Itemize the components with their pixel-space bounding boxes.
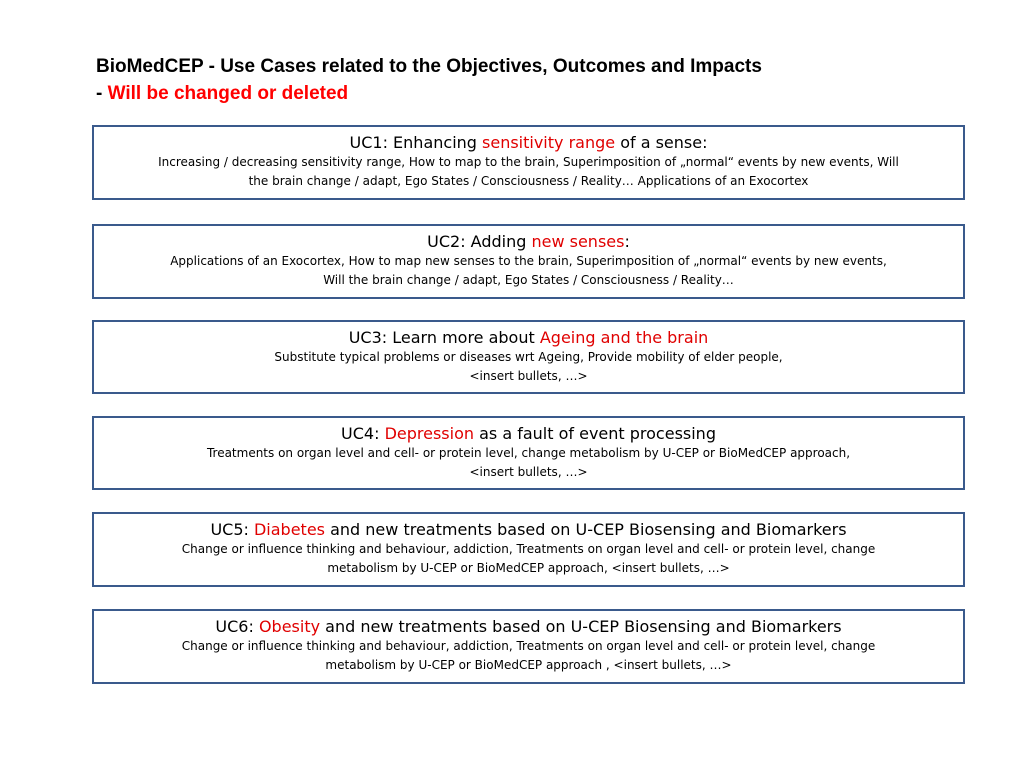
use-case-heading (94, 231, 963, 252)
use-case-box-uc2 (92, 224, 965, 299)
use-case-heading-start: UC1: Enhancing (349, 133, 483, 152)
use-case-heading (94, 616, 963, 637)
use-case-heading-end: and new treatments based on U-CEP Biosensing and Biomarkers (325, 520, 847, 539)
use-case-description-line: <insert bullets, …> (469, 369, 588, 383)
use-case-heading-start: UC3: Learn more about (348, 328, 540, 347)
use-case-heading-start: UC5: (210, 520, 254, 539)
use-case-box-uc4 (92, 416, 965, 490)
use-case-heading-end: as a fault of event processing (474, 424, 716, 443)
use-case-box-uc3 (92, 320, 965, 394)
use-case-description-line: metabolism by U-CEP or BioMedCEP approach , <insert bullets, …> (325, 658, 732, 672)
use-case-box-uc1 (92, 125, 965, 200)
use-case-heading-start: UC2: Adding (427, 232, 532, 251)
title-line-1: BioMedCEP - Use Cases related to the Objectives, Outcomes and Impacts (96, 56, 762, 77)
page-title (96, 53, 762, 107)
use-case-heading-highlight: sensitivity range (482, 133, 616, 152)
use-case-box-uc6 (92, 609, 965, 684)
use-case-description-line: <insert bullets, …> (469, 465, 588, 479)
use-case-description (94, 444, 963, 482)
title-line-2-highlight: Will be changed or deleted (107, 83, 349, 104)
use-case-heading (94, 132, 963, 153)
use-case-description (94, 540, 963, 578)
use-case-heading-highlight: Obesity (258, 617, 321, 636)
use-case-box-uc5 (92, 512, 965, 587)
use-case-description-line: metabolism by U-CEP or BioMedCEP approach, <insert bullets, …> (327, 561, 730, 575)
use-case-description-line: Treatments on organ level and cell- or protein level, change metabolism by U-CEP or BioMedCEP approach, (206, 446, 851, 460)
use-case-description-line: Increasing / decreasing sensitivity range, How to map to the brain, Superimposition of „normal“ events by new events, Will (158, 155, 899, 169)
use-case-heading (94, 423, 963, 444)
use-case-heading-end: of a sense: (615, 133, 708, 152)
use-case-description-line: Change or influence thinking and behaviour, addiction, Treatments on organ level and cell- or protein level, change (181, 639, 876, 653)
use-case-heading-start: UC6: (215, 617, 259, 636)
use-case-description (94, 637, 963, 675)
use-case-heading-highlight: new senses (531, 232, 625, 251)
use-case-heading (94, 327, 963, 348)
title-line-2-prefix: - (96, 83, 108, 104)
use-case-description (94, 153, 963, 191)
use-case-description (94, 252, 963, 290)
use-case-heading-end: : (624, 232, 630, 251)
use-case-description-line: Change or influence thinking and behaviour, addiction, Treatments on organ level and cell- or protein level, change (181, 542, 876, 556)
title-line-2 (96, 80, 762, 107)
use-case-description (94, 348, 963, 386)
use-case-heading-highlight: Depression (384, 424, 474, 443)
use-case-heading-highlight: Ageing and the brain (539, 328, 709, 347)
use-case-heading (94, 519, 963, 540)
use-case-description-line: Will the brain change / adapt, Ego States / Consciousness / Reality… (323, 273, 734, 287)
use-case-description-line: Substitute typical problems or diseases wrt Ageing, Provide mobility of elder people, (274, 350, 783, 364)
use-case-heading-end: and new treatments based on U-CEP Biosensing and Biomarkers (320, 617, 842, 636)
use-case-description-line: the brain change / adapt, Ego States / Consciousness / Reality… Applications of an Exocortex (248, 174, 809, 188)
use-case-description-line: Applications of an Exocortex, How to map new senses to the brain, Superimposition of „normal“ events by new events, (170, 254, 887, 268)
use-case-heading-highlight: Diabetes (253, 520, 326, 539)
use-case-heading-start: UC4: (341, 424, 385, 443)
